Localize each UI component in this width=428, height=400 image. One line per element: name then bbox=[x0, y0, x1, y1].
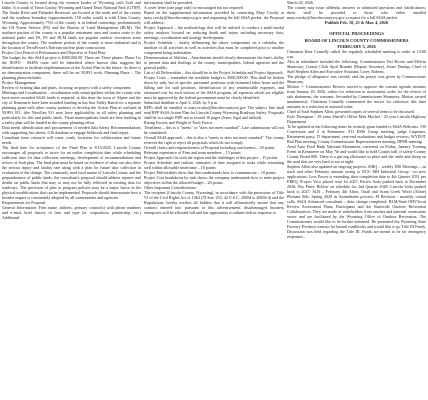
paragraph: Other Important Considerations: bbox=[144, 185, 197, 190]
paragraph: Data needs identification and procurement of needed data Safety Recommendations with supporting fact sheets. GIS database to engage fieldwork and final report. bbox=[2, 125, 141, 135]
publish-dates: Publish Feb. 18, 25 & Mar. 4, 2026 bbox=[324, 20, 389, 25]
paragraph: The pledge of allegiance was recited, and the prayer was given by Commissioner Shumway. bbox=[287, 74, 426, 85]
paragraph: Chief of Staff Stephen Allen, presented copies of several items to be discussed. bbox=[287, 109, 416, 115]
paragraph: Project Schedule – clearly delineating the above components on a calendar, the timeline of all activities as well as activities that must be completed prior to another component being undertaken. bbox=[144, 40, 284, 55]
paragraph: Motion -/- Commissioners Bowers moved to approve the consent agenda, minutes from January 20, 2026, orders for reduction in assessment, order for the review of sale abatement, the warrants. Seconded by Commissioner Shumway. Motion carried unanimously. Chairman Connelly commented the notice for reduction this time amounts to a reduction in assessed value. bbox=[287, 84, 426, 110]
proceedings-date: FEBRUARY 3, 2026 bbox=[337, 44, 376, 50]
paragraph: Kyle Thompson - 19 years Sheriff's Office Matt Mochel - 20 year Lincoln Highway Department bbox=[287, 114, 426, 125]
divider bbox=[287, 28, 426, 29]
paragraph: Project Deliverables show that firm understands how to communicate – 10 points bbox=[144, 170, 276, 175]
paragraph: Consultant time: research will come, roads, locations for collaboration and future needs. bbox=[2, 135, 141, 145]
paragraph: Based on the supplemental information provided by contacting Mary Crosby at mary.crosby@lincolncountywy.gov and requesting the full SS4A packet, the Proposal will address: bbox=[144, 10, 284, 25]
paragraph: Chairman Kent Connelly called the regularly scheduled meeting to order at 10:00 a.m. bbox=[287, 49, 426, 60]
paragraph: Rating Factors and Weight of Each Factor: bbox=[144, 120, 214, 125]
paragraph: Project Approach – the methodology that will be utilized to conduct a multi-modal safety analysis focused on reducing death and injury including necessary data, meetings, coordination and strategy development. bbox=[144, 25, 284, 40]
paragraph: A cover letter (one page only) is encouraged but not required. bbox=[144, 5, 244, 10]
paragraph: The final date for acceptance of the Final Plan is 8/15/2025. Lincoln County encourages all proposals to strive for an earlier completion date while scheduling sufficient time for data collection, meetings, development of recommendations and review of draft plan. The final plan must be based on evidence of what can also drive the serious injury and fatality rate along with a plan for future data collection in evaluation of the change. The commonly used rural nature of Lincoln County and the preponderance of public lands, the consultant's proposal should address injuries and deaths on public lands that may or may not be fully reflected in existing data for roadways. The provision of plan or program policies may be a major factor in the physical modifications that can be implemented. Proposals should demonstrate how a broader impact is consistently adopted by all communities and agencies. bbox=[2, 145, 141, 200]
paragraph: Stephen Allen also updated on ongoing projects: SIBQ – weekly DIS Meetings – on track and other February amount owing to NCS: MH Industrial Group - no new applications; Loss Power is extending their completion date to 4th Quarter 2031 per EREQ. Project Veco placed read 1st 2027; Pacific Soda pushed back to December 2026; Dry Piney Hollow on schedule for 2nd Quarter 2028; Lincoln Solar pushed back to 2027; SLB – February 4th Afton, Ouail and Scam Creek Wood (Ahnie) Pleasant Rds; Spring 2029 in Amendment process; PI Revision - monthly virtual calls; SS4A Advanced consultant – data, change completed; BLM/State OHV/local Review Assessment Plans; Participants and the Statewide Outdoor Recreation Collaboratives. They are made of stakeholders from ranches and national ceremonies sector and are facilitated by the Wyoming Office of Outdoor Recreation. The Commissioners would like to be further informed. He presented the Wyoming State Forestry Division contract for hazard roadblocks and would like to go Title III Funds. Discussion was held regarding the Title III. Funds are meant to be for emergency responses... bbox=[287, 164, 426, 240]
paragraph: March 20, 2026. bbox=[287, 0, 314, 5]
paragraph: The budget for this SS4A project is $300,000.00. There are Three phases: Phase I is the NOFO - SS4PA route will be identified where known data suggests the identification to facilitate implementation of the Action Plan in the future. As there is no demonstration component, there will be no NOFO work, Planning Phase – The planning phase includes: bbox=[2, 55, 141, 80]
paragraph: List of all Deliverables – this should tie to the Project Schedule and Project Approach bbox=[144, 70, 283, 75]
paragraph: Also in attendance included the following: Commissioners Teri Brown and Melvin Shumway; County Clerk April Brunski (Deputy Attorney), Jessie Dunlap; Chief of Staff Stephen Allen and Executive Assistant, Corey Roberts. bbox=[287, 59, 426, 75]
paragraph: information shall be provided. bbox=[144, 0, 194, 5]
column-3 bbox=[287, 0, 426, 400]
paragraph: Project Cost Period of Performance and Objective of Final Plan: bbox=[2, 50, 107, 55]
column-1 bbox=[2, 0, 141, 400]
paragraph: Avail Auto Food Bank National Monument, convened on Friday, January Training Event in Kemmerer on May 7th and would like to hold County hall of safety-County County Board 800. There is a gas ing allowance in place and the cattle and sheep on the road that are very hard to see at night. bbox=[287, 144, 426, 165]
paragraph: Review of existing data and plans, focusing on project with a safety component bbox=[2, 85, 131, 90]
paragraph: Meetings and Coordination – coordination with municipalities within the county who have never awarded SS4A funds is required, at this time the town of Alpine and the city of Kemmerer have been awarded funding as has Star Valley Ranch for a separate planning grant with other county partners to develop the Action Plan as outlined in NOFO 911. (the NextGen 911 may have applicability in all safety planning and particularly for this and public lands. Those municipalities funds are here funding in a safety plan will be funded to the county planning effort. bbox=[2, 90, 141, 125]
paragraph: Project Management bbox=[2, 80, 36, 85]
paragraph: Project Cost breakdown by task shows the company understands how to meet project objectives within the allowed budget – 20 points bbox=[144, 175, 284, 185]
paragraph: The recipient (Lincoln County, Wyoming), in accordance with the provisions of Title VI of the Civil Rights Act of 1964 (78 Stat. 252, 42 U.S.C. 2000d to 2000d-4) and the Regulations, hereby notifies all bidders that it will affirmatively ensure that any contract entered into pursuant to this advertisement, disadvantaged business enterprises will be afforded full and fair opportunity to submit bids in response to bbox=[144, 190, 284, 215]
column-2 bbox=[144, 0, 284, 400]
paragraph: Overall clarity and responsiveness of Proposal including conciseness – 20 points bbox=[144, 145, 275, 150]
paragraph: Overall SS4A approach – this is also a "meets or does not meet standard". The county reserves the right to reject all proposals which do not comply. bbox=[144, 135, 284, 145]
paragraph: Demonstration of Abilities – Attachments should clearly demonstrate the firm's ability to present data and findings to the county, municipalities, federal agencies and the general public. bbox=[144, 55, 284, 70]
paragraph: Project Schedule and realistic estimates of time assigned to tasks while remaining well within allowable timeframe – 10 points bbox=[144, 160, 284, 170]
paragraph: Relevant experience of Firm and team members – 15 points bbox=[144, 150, 241, 155]
paragraph: To be updated as the following items be recently grant funded to SS4A Webcasts, 190 Conversion and 2 in Kemmerer. 911 EMS Group meeting, judge Carpenter, Retirement party, IT department, year-end evaluations and budget reviews, WYDOT Rail Plan meeting, County Commissioner Representatives meeting, DPER meeting. bbox=[287, 124, 426, 145]
proceedings-title: OFFICIAL PROCEEDINGS bbox=[329, 31, 384, 37]
paragraph: Requirements for Proposal bbox=[2, 200, 46, 205]
paragraph: Timeliness – this is a "meets" or "does not meet standard". Late submissions will not be considered. bbox=[144, 125, 284, 135]
paragraph: The county may issue addenda, answers to submitted questions and clarifications; these shall be provided to those who either emailed mary.crosby@lincolncountywy.gov a request for a full SS4A packet. bbox=[287, 5, 426, 20]
paragraph: Lincoln County is located along the western border of Wyoming with Utah and Idaho. It is south of Teton County, Wyoming and Grand Teton National Park (GTNP). The Snake River and Palisades Reservoir are located at the north end of the county and the southern boundary (approximately 150 miles south) is with Uinta County, Wyoming. Approximately 75% of the county is in federal ownership, predominately the US Forest Service (FS) and the Bureau of Land Management (BLM). The northern portion of the county is a popular retirement area and tourist route to the national parks and FS, FS and BLM lands are popular outdoor recreation areas throughout the county. The southern portion of the county is more industrial and is the location of TerraPower's Natrium nuclear plant construction. bbox=[2, 0, 141, 50]
paragraph: General Information: Firm name, address, primary contact(s) with phone numbers and e-mail, brief history of firm and type (ie. corporation, partnership, etc.) Additional bbox=[2, 205, 141, 220]
paragraph: RFPs shall be emailed to mary.crosby@lincolncountywy.gov The subject line shall read RFP SS4A Action Plan for Lincoln County Wyoming Roadway Safety. Proposals shall be in a single PDF not to exceed 10 pages (letter, legal and tabloid). bbox=[144, 105, 284, 120]
paragraph: Project Costs – remember the available budget is $300,000.00. This shall be broken down by task, but of specific personnel positions with estimated labor hours and the billing rate for said positions, identification of any reimbursable expenses, and estimated cost for each section of the SS4A program, all expenses which are eligible must be approved by the federal government must be clearly identified. bbox=[144, 75, 284, 100]
proceedings-board: BOARD OF LINCOLN COUNTY COMMISSIONERS bbox=[304, 37, 409, 43]
paragraph: Project Approach fits with the region and the challenges of this project – 15 points bbox=[144, 155, 278, 160]
paragraph: Submittal deadline is April 2, 2026, by 5 p.m. bbox=[144, 100, 218, 105]
